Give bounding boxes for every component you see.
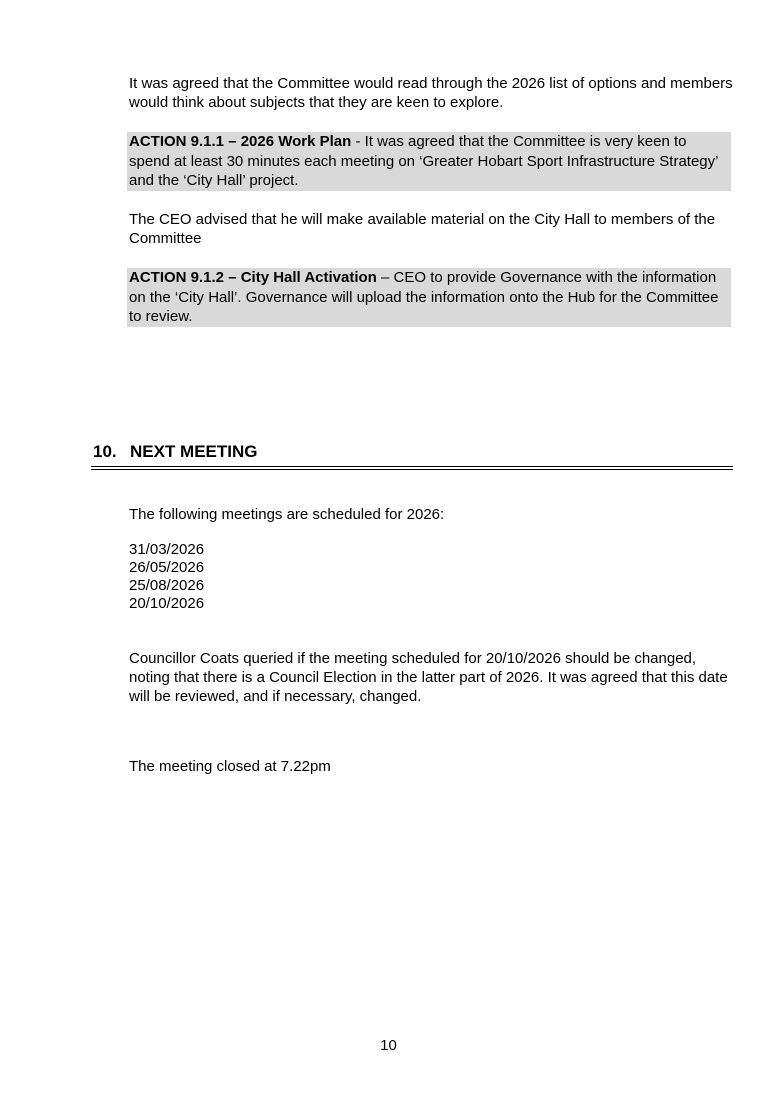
meeting-date: 25/08/2026 xyxy=(129,577,205,594)
section-number: 10. xyxy=(93,442,117,461)
section-title: NEXT MEETING xyxy=(130,442,258,461)
action-item-work-plan xyxy=(127,132,731,191)
paragraph-ceo-advice: The CEO advised that he will make available material on the City Hall to members of the Committee xyxy=(129,211,716,247)
heading-rule-bottom xyxy=(91,469,733,470)
action-item-city-hall xyxy=(127,268,731,327)
action-label: ACTION 9.1.1 – 2026 Work Plan xyxy=(129,133,352,150)
action-label: ACTION 9.1.2 – City Hall Activation xyxy=(129,269,377,286)
paragraph-meeting-closed: The meeting closed at 7.22pm xyxy=(129,758,331,775)
meeting-date: 31/03/2026 xyxy=(129,541,205,558)
paragraph-election-query: Councillor Coats queried if the meeting scheduled for 20/10/2026 should be changed, noting that there is a Council Election in the latter part of 2026. It was agreed that this date will be reviewed, and if necessary, changed. xyxy=(129,650,728,705)
meeting-date: 20/10/2026 xyxy=(129,595,205,612)
section-heading xyxy=(93,442,258,462)
paragraph-schedule-intro: The following meetings are scheduled for 2026: xyxy=(129,506,445,523)
meeting-dates-list xyxy=(129,541,204,613)
heading-rule-top xyxy=(91,466,733,467)
action-text: - It was agreed that the Committee is very keen to spend at least 30 minutes each meeting on ‘Greater Hobart Sport Infrastructure Strategy’ and the ‘City Hall’ project. xyxy=(129,133,718,189)
meeting-date: 26/05/2026 xyxy=(129,559,205,576)
action-text: – CEO to provide Governance with the information on the ‘City Hall’. Governance will upload the information onto the Hub for the Committee to review. xyxy=(129,269,719,325)
page-number: 10 xyxy=(380,1037,397,1054)
paragraph-options-agreement: It was agreed that the Committee would read through the 2026 list of options and members would think about subjects that they are keen to explore. xyxy=(129,75,733,111)
